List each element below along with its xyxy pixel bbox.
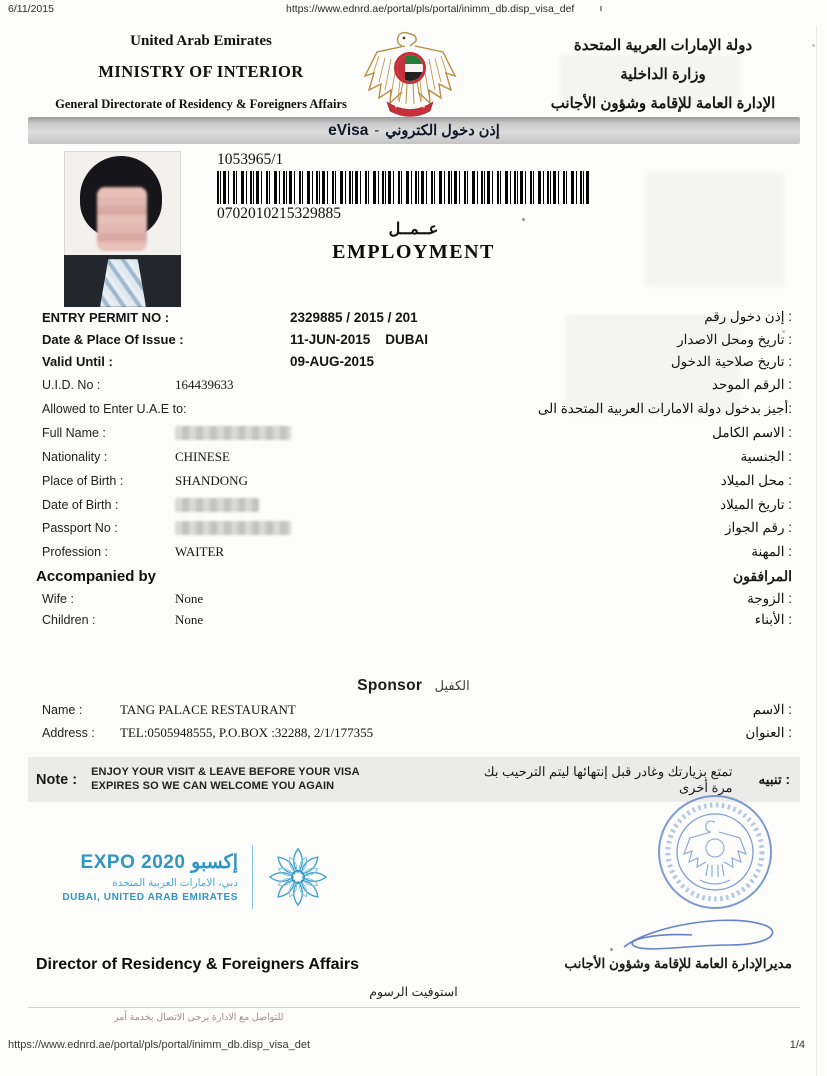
field-label-ar: أجيز بدخول دولة الامارات العربية المتحدة الى: [537,401,792,416]
accompanied-title: Accompanied by [36,567,157,585]
field-value: None [175,590,204,606]
expo-logo-text [40,851,238,903]
field-label-ar: تاريخ صلاحية الدخول : [670,353,792,369]
official-seal-stamp [648,792,782,912]
sponsor-title: Sponsor [357,677,423,694]
redacted-value [175,521,291,535]
field-label: U.I.D. No : [42,378,101,393]
accompanied-by-heading [30,564,798,588]
expo-title [40,851,238,874]
file-number: 1053965/1 [217,151,284,168]
field-label-ar: المهنة : [751,544,792,560]
field-value: 09-AUG-2015 [290,354,375,370]
field-row-sponsor-name [30,698,798,722]
ministry-name: MINISTRY OF INTERIOR [98,62,304,81]
field-label-ar: رقم الجواز : [724,520,792,536]
field-row-children [30,610,798,631]
note-text [91,766,391,793]
field-label-ar: الاسم : [752,701,792,717]
field-label: Wife : [42,591,74,606]
field-label-ar: الجنسية : [740,448,792,464]
fees-collected-ar: استوفيت الرسوم [369,985,458,999]
field-label-ar: الرقم الموحد : [711,377,792,393]
note-text-line1: ENJOY YOUR VISIT & LEAVE BEFORE YOUR VISA [91,766,360,778]
evisa-title-banner [28,117,800,144]
field-label: Passport No : [42,521,118,536]
field-value: 11-JUN-2015 DUBAI [290,332,429,348]
note-label-ar: تنبيه : [758,771,790,787]
print-footer-url: https://www.ednrd.ae/portal/pls/portal/inimm_db.disp_visa_det [8,1039,311,1051]
header-english [36,33,366,112]
scan-edge-line [816,26,817,1076]
field-row-birth-date [30,493,798,517]
field-value: CHINESE [175,448,230,464]
scan-speck [600,6,602,11]
uae-falcon-emblem-icon [357,26,463,118]
field-row-wife [30,588,798,609]
scan-bleed-artifact [645,172,785,287]
field-value: TEL:0505948555, P.O.BOX :32288, 2/1/177355 [120,725,374,741]
field-value: 164439633 [175,377,234,393]
footer-divider [28,1007,800,1008]
field-row-birth-place [30,469,798,493]
expo-city-en: DUBAI, UNITED ARAB EMIRATES [62,892,238,903]
scan-speck [522,218,525,221]
expo-title-ar: إكسبو [191,852,238,873]
directorate-name: General Directorate of Residency & Foreigners Affairs [55,97,347,111]
note-label: Note : [36,771,78,788]
visa-type-title: EMPLOYMENT [332,241,495,263]
field-row-nationality [30,445,798,469]
field-value: None [175,612,204,628]
field-label: Name : [42,702,83,717]
scan-speck [812,44,815,47]
field-label: Place of Birth : [42,473,124,488]
expo-city-ar: دبي، الامارات العربية المتحدة [112,877,238,889]
field-label: Children : [42,613,96,628]
scan-speck [610,948,613,951]
redacted-value [175,426,291,440]
field-label: Nationality : [42,449,108,464]
barcode-block [217,151,589,223]
scan-bleed-artifact [565,315,740,415]
field-label: Date of Birth : [42,497,119,512]
scan-speck [782,330,785,333]
note-text-ar: تمتع بزيارتك وغادر قبل إنتهائها ليتم الترحيب بك مرة أخرى [483,763,733,795]
country-name: United Arab Emirates [130,33,272,49]
field-label: Allowed to Enter U.A.E to: [42,402,187,416]
evisa-label: eVisa [328,121,369,139]
country-name-ar: دولة الإمارات العربية المتحدة [573,37,753,54]
note-text-line2: EXPIRES SO WE CAN WELCOME YOU AGAIN [91,779,335,792]
expo-divider [252,845,253,909]
expo-title-en: EXPO 2020 [80,852,186,873]
expo-rosette-icon [267,846,329,908]
field-label-ar: الأبناء : [754,612,792,628]
field-label: Profession : [42,545,109,560]
director-strip [30,956,798,974]
field-value: WAITER [175,544,225,560]
ministry-name-ar: وزارة الداخلية [620,66,706,83]
field-label-ar: تاريخ الميلاد : [720,496,792,512]
field-value: 2329885 / 2015 / 201 [290,309,418,325]
contact-note-ar: للتواصل مع الادارة يرجى الاتصال بخدمة أمر [114,1012,284,1023]
print-header-url: https://www.ednrd.ae/portal/pls/portal/inimm_db.disp_visa_def [286,3,575,15]
field-label: Full Name : [42,425,106,440]
page-number: 1/4 [789,1039,805,1051]
evisa-label-ar: إذن دخول الكتروني [385,122,500,139]
field-label-ar: الاسم الكامل : [712,424,792,440]
field-row-sponsor-address [30,722,798,746]
field-label: Valid Until : [42,354,113,370]
director-title-ar: مديرالإدارة العامة للإقامة وشؤون الأجانب [564,956,792,971]
field-row-full-name [30,421,798,445]
accompanied-title-ar: المرافقون [732,567,792,584]
visa-type-ar: عــمــل [388,221,439,238]
field-label-ar: تاريخ ومحل الاصدار : [677,331,792,347]
field-value: TANG PALACE RESTAURANT [120,701,296,717]
field-label: ENTRY PERMIT NO : [42,309,170,325]
field-label-ar: إذن دخول رقم : [704,309,792,325]
director-title: Director of Residency & Foreigners Affairs [36,956,360,973]
sponsor-heading [0,677,827,695]
expo-2020-logo [40,845,329,909]
field-label: Address : [42,726,95,741]
field-row-passport [30,517,798,541]
field-label-ar: العنوان : [745,725,792,741]
signature-scribble [612,903,790,961]
field-row-profession [30,540,798,564]
field-label: Date & Place Of Issue : [42,332,184,348]
sponsor-details [30,698,798,745]
field-label-ar: الزوجة : [747,590,792,606]
scan-bleed-artifact [560,55,740,107]
field-label-ar: محل الميلاد : [720,472,792,488]
barcode-number: 0702010215329885 [217,205,341,222]
redacted-value [175,498,259,512]
directorate-name-ar: الإدارة العامة للإقامة وشؤون الأجانب [550,95,776,112]
sponsor-title-ar: الكفيل [434,678,470,693]
barcode-image [217,171,589,204]
print-date: 6/11/2015 [8,3,54,15]
banner-separator: - [374,122,380,139]
field-value: SHANDONG [175,472,248,488]
